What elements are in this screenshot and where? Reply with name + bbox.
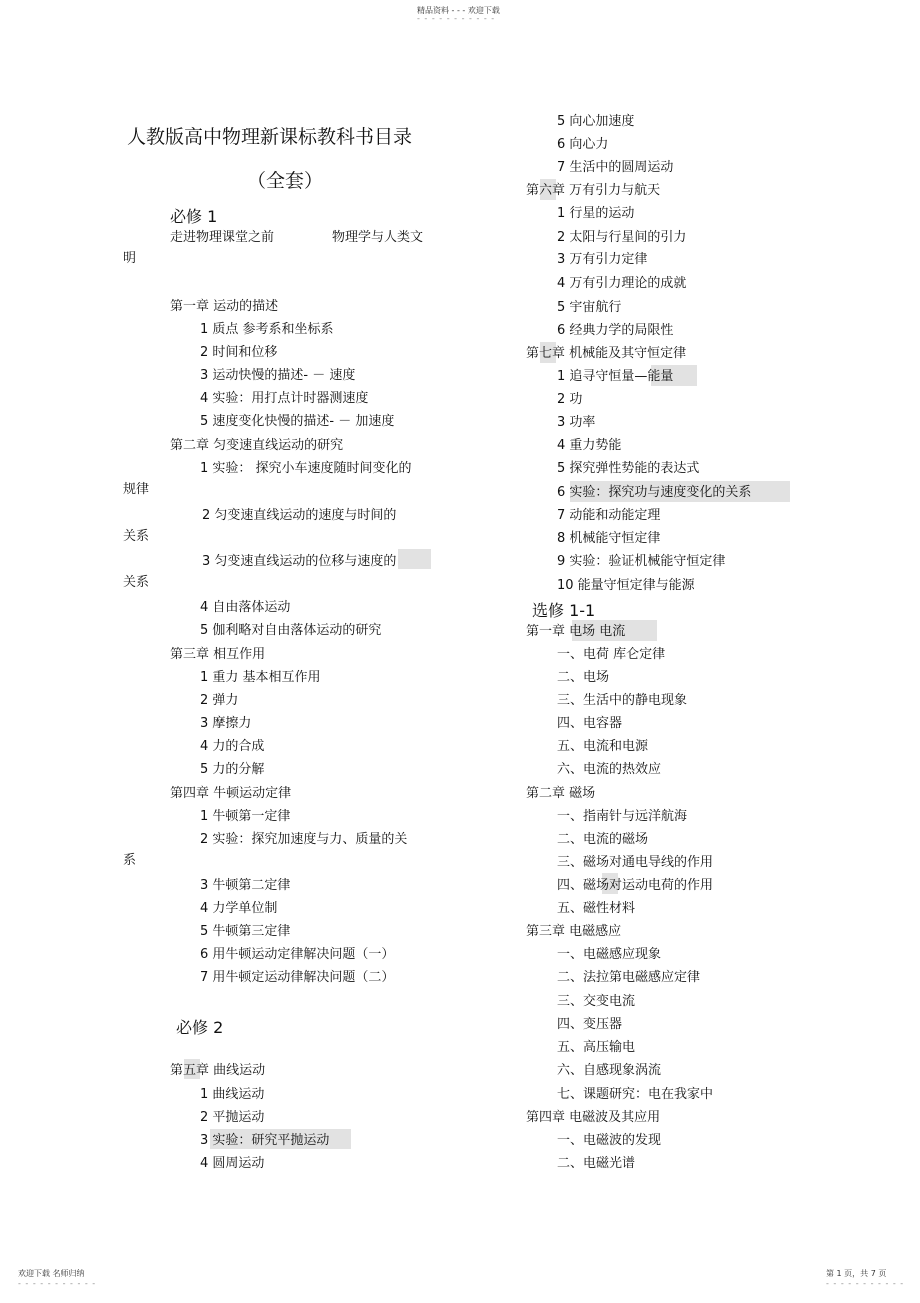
toc-item: 4 实验：用打点计时器测速度 xyxy=(200,391,369,406)
toc-item: 2 时间和位移 xyxy=(200,345,278,360)
chapter-heading: 第二章 磁场 xyxy=(526,786,596,801)
toc-item: 6 实验：探究功与速度变化的关系 xyxy=(557,485,752,500)
toc-item: 七、课题研究：电在我家中 xyxy=(557,1087,714,1102)
section-xuanxiu: 选修 1-1 xyxy=(532,601,596,620)
chapter-heading: 第七章 机械能及其守恒定律 xyxy=(526,346,687,361)
toc-item: 4 万有引力理论的成就 xyxy=(557,276,687,291)
footer-dots-left: - - - - - - - - - - - xyxy=(18,1279,97,1288)
toc-item: 4 力的合成 xyxy=(200,739,265,754)
toc-item: 9 实验：验证机械能守恒定律 xyxy=(557,554,726,569)
document-title: 人教版高中物理新课标教科书目录 xyxy=(127,126,413,148)
toc-item: 6 用牛顿运动定律解决问题（一） xyxy=(200,947,395,962)
chapter-heading: 第一章 运动的描述 xyxy=(170,299,279,314)
toc-item: 3 功率 xyxy=(557,415,596,430)
toc-item: 三、交变电流 xyxy=(557,994,636,1009)
chapter-heading: 第二章 匀变速直线运动的研究 xyxy=(170,438,344,453)
toc-item: 5 牛顿第三定律 xyxy=(200,924,291,939)
toc-item: 五、电流和电源 xyxy=(557,739,649,754)
toc-item: 10 能量守恒定律与能源 xyxy=(557,578,695,593)
toc-item-wrap: 规律 xyxy=(123,482,150,497)
toc-item: 2 功 xyxy=(557,392,583,407)
toc-item: 2 实验：探究加速度与力、质量的关 xyxy=(200,832,408,847)
highlight-mark xyxy=(398,549,431,569)
toc-item-wrap: 关系 xyxy=(123,529,150,544)
toc-item: 1 曲线运动 xyxy=(200,1087,265,1102)
intro-text: 明 xyxy=(123,251,137,266)
toc-item: 1 牛顿第一定律 xyxy=(200,809,291,824)
toc-item: 5 探究弹性势能的表达式 xyxy=(557,461,700,476)
toc-item: 四、电容器 xyxy=(557,716,623,731)
page-number: 第 1 页，共 7 页 xyxy=(826,1269,887,1278)
chapter-heading: 第四章 牛顿运动定律 xyxy=(170,786,292,801)
toc-item: 3 运动快慢的描述- － 速度 xyxy=(200,368,356,383)
toc-item: 3 牛顿第二定律 xyxy=(200,878,291,893)
intro-text: 走进物理课堂之前 xyxy=(170,230,275,245)
toc-item: 五、磁性材料 xyxy=(557,901,636,916)
chapter-heading: 第三章 电磁感应 xyxy=(526,924,622,939)
toc-item: 3 万有引力定律 xyxy=(557,252,648,267)
toc-item: 三、磁场对通电导线的作用 xyxy=(557,855,714,870)
toc-item: 5 向心加速度 xyxy=(557,114,635,129)
toc-item: 2 平抛运动 xyxy=(200,1110,265,1125)
toc-item: 4 力学单位制 xyxy=(200,901,278,916)
toc-item: 3 摩擦力 xyxy=(200,716,252,731)
toc-item: 四、磁场对运动电荷的作用 xyxy=(557,878,714,893)
chapter-heading: 第五章 曲线运动 xyxy=(170,1063,266,1078)
toc-item: 六、自感现象涡流 xyxy=(557,1063,662,1078)
toc-item: 1 重力 基本相互作用 xyxy=(200,670,321,685)
toc-item: 2 匀变速直线运动的速度与时间的 xyxy=(202,508,397,523)
toc-item: 6 向心力 xyxy=(557,137,609,152)
toc-item: 2 太阳与行星间的引力 xyxy=(557,230,687,245)
toc-item: 二、电场 xyxy=(557,670,610,685)
toc-item: 4 自由落体运动 xyxy=(200,600,291,615)
toc-item: 五、高压输电 xyxy=(557,1040,636,1055)
toc-item: 二、电流的磁场 xyxy=(557,832,649,847)
toc-item: 三、生活中的静电现象 xyxy=(557,693,688,708)
toc-item: 一、指南针与远洋航海 xyxy=(557,809,688,824)
chapter-heading: 第三章 相互作用 xyxy=(170,647,266,662)
intro-text: 物理学与人类文 xyxy=(332,230,424,245)
toc-item: 6 经典力学的局限性 xyxy=(557,323,674,338)
toc-item: 4 重力势能 xyxy=(557,438,622,453)
toc-item: 1 质点 参考系和坐标系 xyxy=(200,322,334,337)
document-subtitle: （全套） xyxy=(247,170,324,192)
toc-item: 7 用牛顿定运动律解决问题（二） xyxy=(200,970,395,985)
toc-item: 四、变压器 xyxy=(557,1017,623,1032)
section-bixiu-1: 必修 1 xyxy=(170,207,218,226)
header-dots: - - - - - - - - - - - xyxy=(417,14,496,23)
toc-item: 一、电磁感应现象 xyxy=(557,947,662,962)
toc-item: 3 实验：研究平抛运动 xyxy=(200,1133,330,1148)
toc-item: 2 弹力 xyxy=(200,693,239,708)
section-bixiu-2: 必修 2 xyxy=(176,1018,224,1037)
toc-item: 1 追寻守恒量—能量 xyxy=(557,369,674,384)
toc-item: 8 机械能守恒定律 xyxy=(557,531,661,546)
toc-item: 1 行星的运动 xyxy=(557,206,635,221)
toc-item: 1 实验： 探究小车速度随时间变化的 xyxy=(200,461,412,476)
toc-item-wrap: 系 xyxy=(123,853,137,868)
footer-left: 欢迎下载 名师归纳 xyxy=(18,1269,85,1278)
toc-item: 3 匀变速直线运动的位移与速度的 xyxy=(202,554,397,569)
footer-dots-right: - - - - - - - - - - - xyxy=(826,1279,905,1288)
toc-item-wrap: 关系 xyxy=(123,575,150,590)
toc-item: 5 宇宙航行 xyxy=(557,300,622,315)
page-header: 精品资料 - - - 欢迎下载 xyxy=(417,6,500,15)
toc-item: 二、法拉第电磁感应定律 xyxy=(557,970,701,985)
chapter-heading: 第一章 电场 电流 xyxy=(526,624,626,639)
toc-item: 六、电流的热效应 xyxy=(557,762,662,777)
chapter-heading: 第六章 万有引力与航天 xyxy=(526,183,661,198)
toc-item: 4 圆周运动 xyxy=(200,1156,265,1171)
toc-item: 5 速度变化快慢的描述- － 加速度 xyxy=(200,414,395,429)
toc-item: 7 生活中的圆周运动 xyxy=(557,160,674,175)
chapter-heading: 第四章 电磁波及其应用 xyxy=(526,1110,661,1125)
toc-item: 7 动能和动能定理 xyxy=(557,508,661,523)
toc-item: 二、电磁光谱 xyxy=(557,1156,636,1171)
toc-item: 一、电磁波的发现 xyxy=(557,1133,662,1148)
toc-item: 一、电荷 库仑定律 xyxy=(557,647,666,662)
toc-item: 5 伽利略对自由落体运动的研究 xyxy=(200,623,382,638)
toc-item: 5 力的分解 xyxy=(200,762,265,777)
